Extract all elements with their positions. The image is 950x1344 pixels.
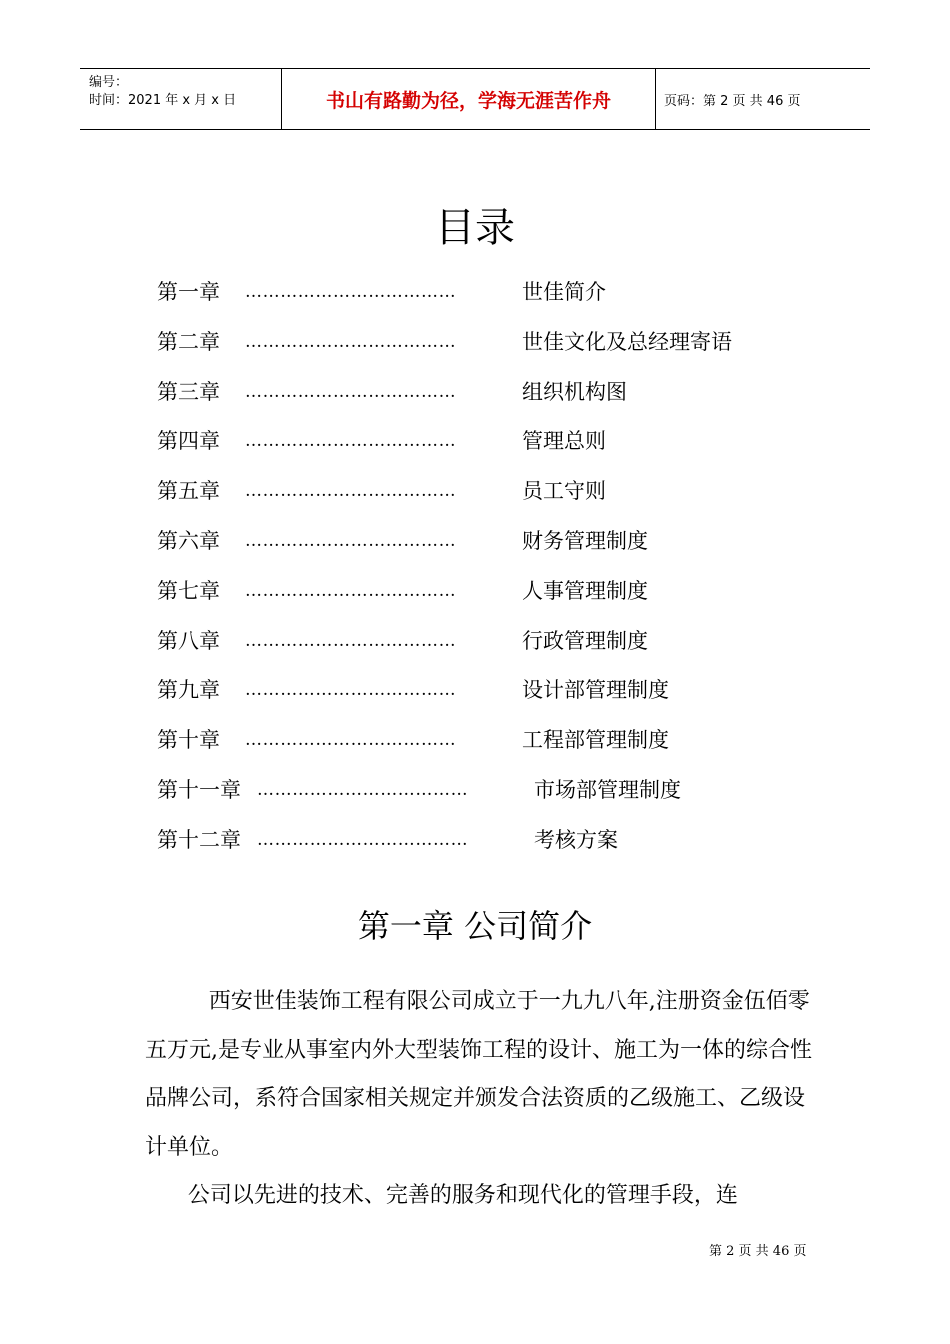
time-label: 时间：2021 年 x 月 x 日 — [89, 93, 237, 108]
code-label: 编号： — [89, 75, 129, 90]
toc-chapter-number: 第一章 — [157, 280, 220, 304]
toc-chapter-number: 第八章 — [157, 628, 220, 653]
page-footer: 第 2 页 共 46 页 — [709, 1244, 807, 1259]
toc-leader-dots: ……………………………… — [245, 331, 457, 352]
header-motto-cell — [281, 69, 656, 129]
toc-leader-dots: ……………………………… — [245, 431, 457, 452]
chapter-heading: 第一章 公司简介 — [357, 907, 593, 945]
header-meta — [80, 69, 280, 129]
toc-item[interactable] — [157, 670, 797, 720]
toc-chapter-name: 世佳文化及总经理寄语 — [522, 329, 732, 354]
toc-chapter-name: 设计部管理制度 — [522, 678, 669, 703]
toc-leader-dots: ……………………………… — [245, 282, 457, 302]
toc-item[interactable] — [157, 770, 797, 820]
toc-item[interactable] — [157, 720, 797, 770]
page-header — [80, 68, 870, 130]
body-paragraph: 西安世佳装饰工程有限公司成立于一九九八年,注册资金伍佰零五万元,是专业从事室内外大型装饰工程的设计、施工为一体的综合性品牌公司，系符合国家相关规定并颁发合法资质的乙级施工、乙级设计单位。 — [145, 989, 812, 1160]
toc-chapter-number: 第十一章 — [157, 777, 241, 802]
toc-item[interactable] — [157, 471, 797, 521]
toc-chapter-name: 行政管理制度 — [522, 628, 648, 653]
toc-chapter-number: 第十章 — [157, 728, 220, 753]
toc-leader-dots: ……………………………… — [245, 680, 457, 701]
toc-chapter-number: 第七章 — [157, 578, 220, 603]
toc-leader-dots: ……………………………… — [245, 530, 457, 551]
toc-chapter-number: 第十二章 — [157, 827, 241, 852]
toc-title: 目录 — [435, 205, 515, 251]
toc-item[interactable] — [157, 621, 797, 671]
toc-leader-dots: ……………………………… — [245, 381, 457, 402]
toc-item[interactable] — [157, 421, 797, 471]
body-paragraph: 公司以先进的技术、完善的服务和现代化的管理手段，连 — [187, 1183, 738, 1208]
toc-chapter-name: 财务管理制度 — [522, 528, 648, 553]
toc-chapter-name: 世佳简介 — [522, 280, 606, 304]
toc-item[interactable] — [157, 272, 797, 322]
header-page-info: 页码：第 2 页 共 46 页 — [664, 93, 801, 109]
toc-chapter-name: 工程部管理制度 — [522, 728, 669, 753]
toc-leader-dots: ……………………………… — [245, 730, 457, 751]
toc-chapter-number: 第二章 — [157, 329, 220, 354]
toc-item[interactable] — [157, 322, 797, 372]
toc-item[interactable] — [157, 571, 797, 621]
toc-chapter-number: 第五章 — [157, 479, 220, 504]
toc-chapter-name: 市场部管理制度 — [534, 777, 681, 802]
toc-chapter-number: 第四章 — [157, 429, 220, 454]
table-of-contents — [157, 272, 797, 870]
toc-leader-dots: ……………………………… — [257, 779, 469, 800]
toc-chapter-name: 人事管理制度 — [522, 578, 648, 603]
toc-chapter-name: 组织机构图 — [522, 379, 627, 404]
toc-leader-dots: ……………………………… — [245, 580, 457, 601]
toc-item[interactable] — [157, 820, 797, 870]
chapter-body — [145, 978, 825, 1221]
toc-chapter-name: 管理总则 — [522, 429, 606, 454]
motto-text: 书山有路勤为径，学海无涯苦作舟 — [325, 89, 611, 112]
toc-item[interactable] — [157, 521, 797, 571]
toc-leader-dots: ……………………………… — [257, 829, 469, 850]
toc-leader-dots: ……………………………… — [245, 630, 457, 651]
toc-item[interactable] — [157, 372, 797, 422]
toc-chapter-name: 员工守则 — [522, 479, 606, 504]
toc-chapter-number: 第九章 — [157, 678, 220, 703]
toc-leader-dots: ……………………………… — [245, 481, 457, 502]
toc-chapter-number: 第六章 — [157, 528, 220, 553]
toc-chapter-name: 考核方案 — [534, 827, 618, 852]
toc-chapter-number: 第三章 — [157, 379, 220, 404]
